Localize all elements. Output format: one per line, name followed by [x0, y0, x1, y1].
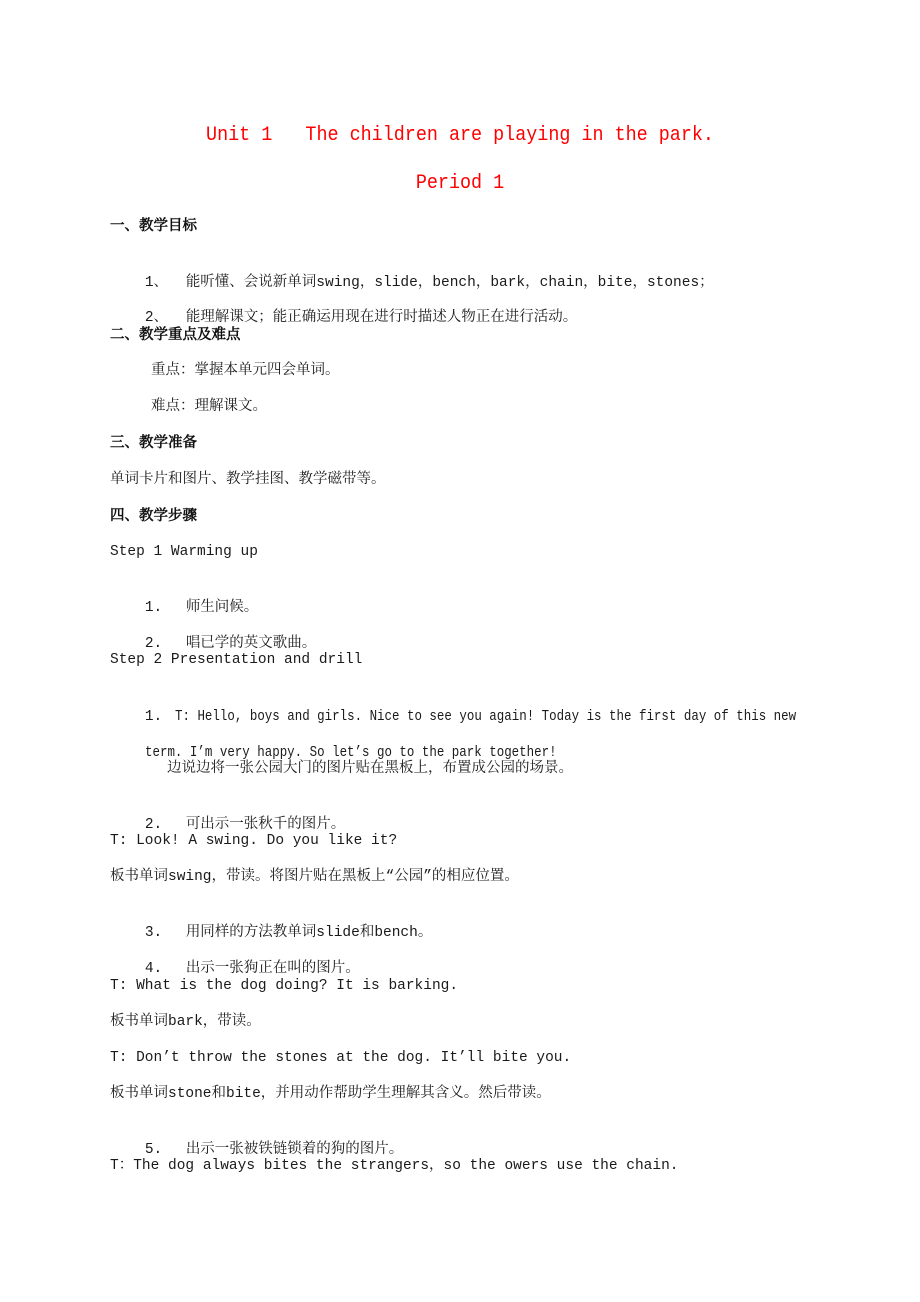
list-text: 可出示一张秋千的图片。	[185, 817, 346, 833]
list-text: 用同样的方法教单词slide和bench。	[185, 925, 433, 941]
step-title: Step 2 Presentation and drill	[110, 652, 363, 668]
list-number: 1.	[144, 709, 163, 725]
document-title: Unit 1 The children are playing in the park.	[206, 124, 714, 147]
step-title: Step 1 Warming up	[110, 544, 258, 560]
step-line: 板书单词swing，带读。将图片贴在黑板上“公园”的相应位置。	[110, 869, 519, 885]
section-heading-preparation: 三、教学准备	[110, 435, 197, 451]
list-number: 3.	[144, 925, 163, 941]
step-line: 板书单词stone和bite，并用动作帮助学生理解其含义。然后带读。	[110, 1086, 551, 1102]
list-text: 能理解课文；能正确运用现在进行时描述人物正在进行活动。	[185, 310, 578, 326]
list-text: 能听懂、会说新单词swing，slide，bench，bark，chain，bite，stones；	[185, 275, 714, 291]
step-line: T: Don’t throw the stones at the dog. It’ll bite you.	[110, 1050, 572, 1066]
list-number: 5.	[144, 1142, 163, 1158]
section-heading-steps: 四、教学步骤	[110, 508, 197, 524]
list-number: 2.	[144, 817, 163, 833]
document-subtitle: Period 1	[415, 172, 505, 195]
section-heading-key-points: 二、教学重点及难点	[110, 327, 241, 343]
list-number: 4.	[144, 961, 163, 977]
step-line: 边说边将一张公园大门的图片贴在黑板上，布置成公园的场景。	[167, 761, 573, 777]
section-heading-objectives: 一、教学目标	[110, 218, 197, 234]
list-number: 2.	[144, 636, 163, 652]
list-text: 师生问候。	[185, 600, 259, 616]
list-number: 1、	[144, 275, 169, 291]
preparation-text: 单词卡片和图片、教学挂图、教学磁带等。	[110, 472, 386, 488]
key-point-text: 重点：掌握本单元四会单词。	[151, 363, 340, 379]
list-text: 出示一张狗正在叫的图片。	[185, 961, 360, 977]
list-number: 1.	[144, 600, 163, 616]
list-text: T: Hello, boys and girls. Nice to see you again! Today is the first day of this new	[174, 709, 796, 725]
difficult-point-text: 难点：理解课文。	[151, 399, 267, 415]
step-line: T: Look! A swing. Do you like it?	[110, 833, 398, 849]
step-line: 板书单词bark，带读。	[110, 1014, 261, 1030]
list-number: 2、	[144, 310, 169, 326]
list-text: 出示一张被铁链锁着的狗的图片。	[185, 1142, 404, 1158]
step-line: T: What is the dog doing? It is barking.	[110, 978, 459, 994]
list-text: term. I’m very happy. So let’s go to the park together!	[144, 745, 557, 761]
step-line: T：The dog always bites the strangers，so the owers use the chain.	[110, 1158, 679, 1174]
list-text: 唱已学的英文歌曲。	[185, 636, 317, 652]
